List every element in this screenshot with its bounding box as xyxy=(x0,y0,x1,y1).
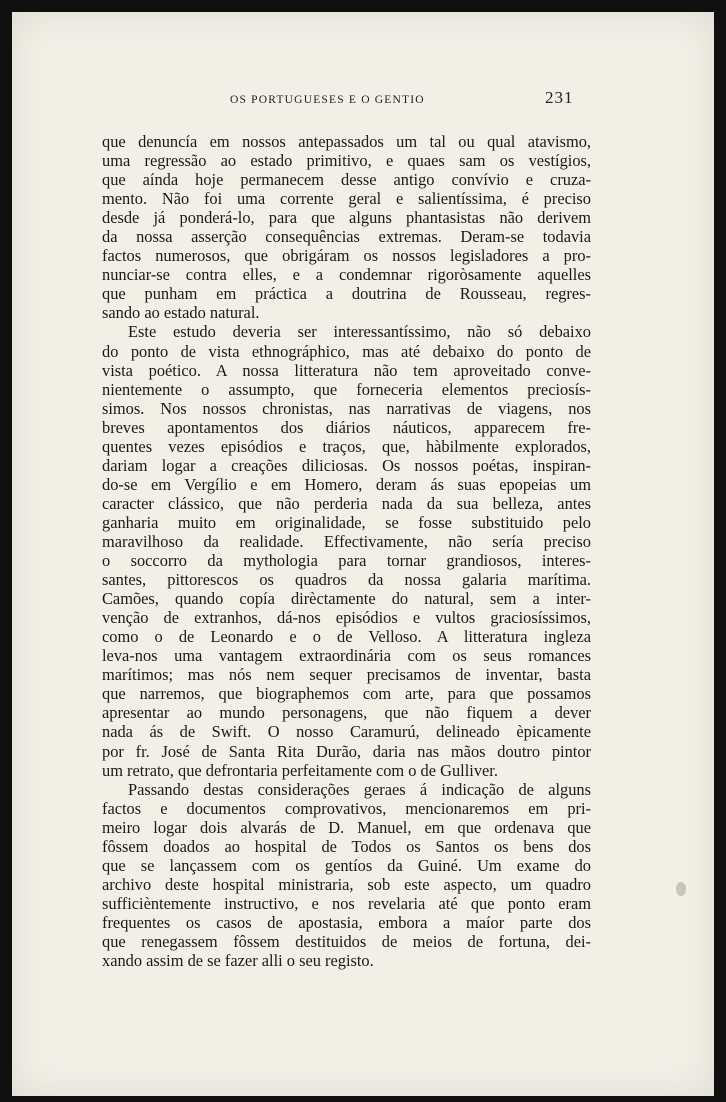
text-line: nunciar-se contra elles, e a condemnar rigoròsamente aquelles xyxy=(102,265,591,285)
text-line: sufficièntemente instructivo, e nos revelaria até que ponto eram xyxy=(102,893,591,913)
text-line: nientemente o assumpto, que forneceria elementos preciosís- xyxy=(102,379,591,399)
text-line: que denuncía em nossos antepassados um tal ou qual atavismo, xyxy=(102,132,591,151)
text-line: que narremos, que biographemos com arte, para que possamos xyxy=(102,684,591,704)
text-line: que punham em práctica a doutrina de Rousseau, regres- xyxy=(102,284,591,304)
text-line: que renegassem fôssem destituidos de meios de fortuna, dei- xyxy=(102,931,591,951)
text-line: maravilhoso da realidade. Effectivamente, não sería preciso xyxy=(102,531,591,551)
text-line: meiro logar dois alvarás de D. Manuel, em que ordenava que xyxy=(102,817,591,837)
text-line: vista poético. A nossa litteratura não tem aproveitado conve- xyxy=(102,360,591,380)
text-line: que aínda hoje permanecem desse antigo convívio e cruza- xyxy=(102,170,591,190)
text-line: caracter clássico, que não perderia nada da sua belleza, antes xyxy=(102,493,591,513)
text-line: quentes vezes episódios e traços, que, hàbilmente explorados, xyxy=(102,436,591,456)
page-number: 231 xyxy=(545,88,574,107)
text-line: como o de Leonardo e o de Velloso. A litteratura ingleza xyxy=(102,627,591,647)
text-line: por fr. José de Santa Rita Durão, daria nas mãos doutro pintor xyxy=(102,741,591,761)
text-line: nada ás de Swift. O nosso Caramurú, delineado èpicamente xyxy=(102,722,591,742)
text-line: apresentar ao mundo personagens, que não fiquem a dever xyxy=(102,703,591,723)
book-page xyxy=(12,12,714,1096)
text-line: Passando destas considerações geraes á indicação de alguns xyxy=(128,779,591,799)
text-line: leva-nos uma vantagem extraordinária com os seus romances xyxy=(102,646,591,666)
text-line: sando ao estado natural. xyxy=(102,303,260,323)
text-line: Este estudo deveria ser interessantíssimo, não só debaixo xyxy=(128,322,591,342)
text-line: factos numerosos, que obrigáram os nossos legisladores a pro- xyxy=(102,246,591,266)
text-line: Camões, quando copía dirèctamente do natural, sem a inter- xyxy=(102,589,591,609)
text-line: simos. Nos nossos chronistas, nas narrativas de viagens, nos xyxy=(102,398,591,418)
text-line: uma regressão ao estado primitivo, e quaes sam os vestígios, xyxy=(102,151,591,171)
body-text xyxy=(102,132,591,970)
text-line: archivo deste hospital ministraria, sob este aspecto, um quadro xyxy=(102,874,591,894)
text-line: factos e documentos comprovativos, mencionaremos em pri- xyxy=(102,798,591,818)
running-header xyxy=(12,88,714,112)
text-line: fôssem doados ao hospital de Todos os Santos os bens dos xyxy=(102,836,591,856)
text-line: ganharia muito em originalidade, se fosse substituido pelo xyxy=(102,512,591,532)
text-line: xando assim de se fazer alli o seu registo. xyxy=(102,951,374,971)
text-line: do-se em Vergílio e em Homero, deram ás suas epopeias um xyxy=(102,474,591,494)
text-line: marítimos; mas nós nem sequer precisamos de inventar, basta xyxy=(102,665,591,685)
text-line: mento. Não foi uma corrente geral e salientíssima, é preciso xyxy=(102,189,591,209)
text-line: o soccorro da mythologia para tornar grandiosos, interes- xyxy=(102,551,591,571)
text-line: desde já ponderá-lo, para que alguns phantasistas não derivem xyxy=(102,208,591,228)
text-line: dariam logar a creações diliciosas. Os nossos poétas, inspiran- xyxy=(102,455,591,475)
text-line: santes, pittorescos os quadros da nossa galaria marítima. xyxy=(102,570,591,590)
text-line: do ponto de vista ethnográphico, mas até debaixo do ponto de xyxy=(102,341,591,361)
text-line: que se lançassem com os gentíos da Guiné. Um exame do xyxy=(102,855,591,875)
text-line: da nossa asserção consequências extremas. Deram-se todavia xyxy=(102,227,591,247)
running-title: OS PORTUGUESES E O GENTIO xyxy=(230,94,425,106)
text-line: um retrato, que defrontaria perfeitamente com o de Gulliver. xyxy=(102,760,498,780)
text-line: frequentes os casos de apostasia, embora a maíor parte dos xyxy=(102,912,591,932)
text-line: venção de extranhos, dá-nos episódios e vultos graciosíssimos, xyxy=(102,608,591,628)
text-line: breves apontamentos dos diários náuticos, apparecem fre- xyxy=(102,417,591,437)
